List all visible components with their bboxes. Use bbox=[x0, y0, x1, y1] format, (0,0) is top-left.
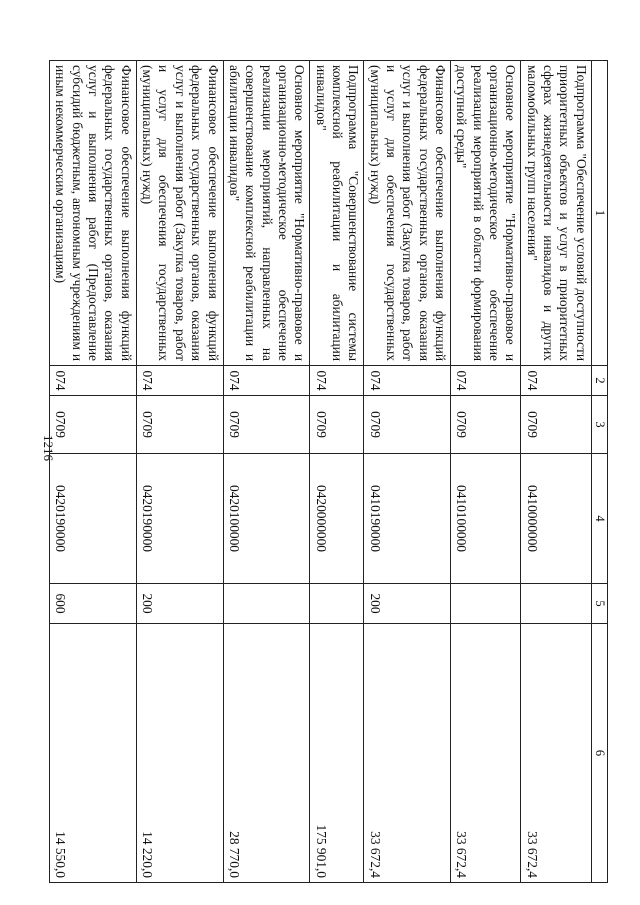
row-name: Финансовое обеспечение выполнения функций федеральных государственных органов, оказания услуг и выполнения работ (Закупка товаров, работ и услуг для обеспечения государственных (муниципальных) нужд) bbox=[364, 61, 451, 366]
budget-table bbox=[49, 60, 608, 883]
table-row bbox=[223, 61, 310, 883]
table-row bbox=[521, 61, 591, 883]
row-gov-code: 074 bbox=[364, 366, 451, 396]
row-expense-type: 600 bbox=[50, 584, 137, 624]
table-row bbox=[364, 61, 451, 883]
row-expense-type bbox=[451, 584, 521, 624]
table-row bbox=[310, 61, 364, 883]
row-target-article: 0410100000 bbox=[451, 454, 521, 584]
row-expense-type: 200 bbox=[136, 584, 223, 624]
row-amount: 14 220,0 bbox=[136, 624, 223, 883]
header-col-3: 3 bbox=[591, 396, 607, 454]
row-name: Подпрограмма "Совершенствование системы комплексной реабилитации и абилитации инвалидов" bbox=[310, 61, 364, 366]
row-expense-type bbox=[223, 584, 310, 624]
row-target-article: 0420190000 bbox=[136, 454, 223, 584]
table-row bbox=[451, 61, 521, 883]
row-gov-code: 074 bbox=[223, 366, 310, 396]
page-number: 1216 bbox=[41, 435, 56, 461]
row-target-article: 0420000000 bbox=[310, 454, 364, 584]
row-section: 0709 bbox=[451, 396, 521, 454]
row-gov-code: 074 bbox=[50, 366, 137, 396]
row-section: 0709 bbox=[521, 396, 591, 454]
row-amount: 28 770,0 bbox=[223, 624, 310, 883]
header-col-2: 2 bbox=[591, 366, 607, 396]
row-expense-type bbox=[310, 584, 364, 624]
row-gov-code: 074 bbox=[451, 366, 521, 396]
row-name: Основное мероприятие "Нормативно-правовое и организационно-методическое обеспечение реализации мероприятий в области формирования доступной среды" bbox=[451, 61, 521, 366]
row-amount: 33 672,4 bbox=[521, 624, 591, 883]
row-name: Финансовое обеспечение выполнения функций федеральных государственных органов, оказания услуг и выполнения работ (Закупка товаров, работ и услуг для обеспечения государственных (муниципальных) нужд) bbox=[136, 61, 223, 366]
row-amount: 33 672,4 bbox=[451, 624, 521, 883]
row-section: 0709 bbox=[136, 396, 223, 454]
row-expense-type: 200 bbox=[364, 584, 451, 624]
header-col-1: 1 bbox=[591, 61, 607, 366]
row-amount: 33 672,4 bbox=[364, 624, 451, 883]
row-section: 0709 bbox=[50, 396, 137, 454]
row-expense-type bbox=[521, 584, 591, 624]
rotated-table-container bbox=[53, 60, 608, 882]
header-col-6: 6 bbox=[591, 624, 607, 883]
row-target-article: 0410000000 bbox=[521, 454, 591, 584]
row-target-article: 0420190000 bbox=[50, 454, 137, 584]
row-name: Основное мероприятие "Нормативно-правовое и организационно-методическое обеспечение реализации мероприятий, направленных на совершенствование комплексной реабилитации и абилитации инвалидов" bbox=[223, 61, 310, 366]
row-gov-code: 074 bbox=[521, 366, 591, 396]
row-section: 0709 bbox=[364, 396, 451, 454]
table-header-row bbox=[591, 61, 607, 883]
row-target-article: 0420100000 bbox=[223, 454, 310, 584]
header-col-5: 5 bbox=[591, 584, 607, 624]
table-row bbox=[50, 61, 137, 883]
table-row bbox=[136, 61, 223, 883]
row-target-article: 0410190000 bbox=[364, 454, 451, 584]
row-section: 0709 bbox=[223, 396, 310, 454]
row-amount: 14 550,0 bbox=[50, 624, 137, 883]
row-amount: 175 901,0 bbox=[310, 624, 364, 883]
row-section: 0709 bbox=[310, 396, 364, 454]
row-name: Финансовое обеспечение выполнения функций федеральных государственных органов, оказания услуг и выполнения работ (Предоставление субсидий бюджетным, автономным учреждениям и иным некоммерческим организациям) bbox=[50, 61, 137, 366]
rotated-table-area bbox=[53, 60, 608, 882]
row-gov-code: 074 bbox=[136, 366, 223, 396]
row-name: Подпрограмма "Обеспечение условий доступности приоритетных объектов и услуг в приоритетных сферах жизнедеятельности инвалидов и других маломобильных групп населения" bbox=[521, 61, 591, 366]
header-col-4: 4 bbox=[591, 454, 607, 584]
row-gov-code: 074 bbox=[310, 366, 364, 396]
